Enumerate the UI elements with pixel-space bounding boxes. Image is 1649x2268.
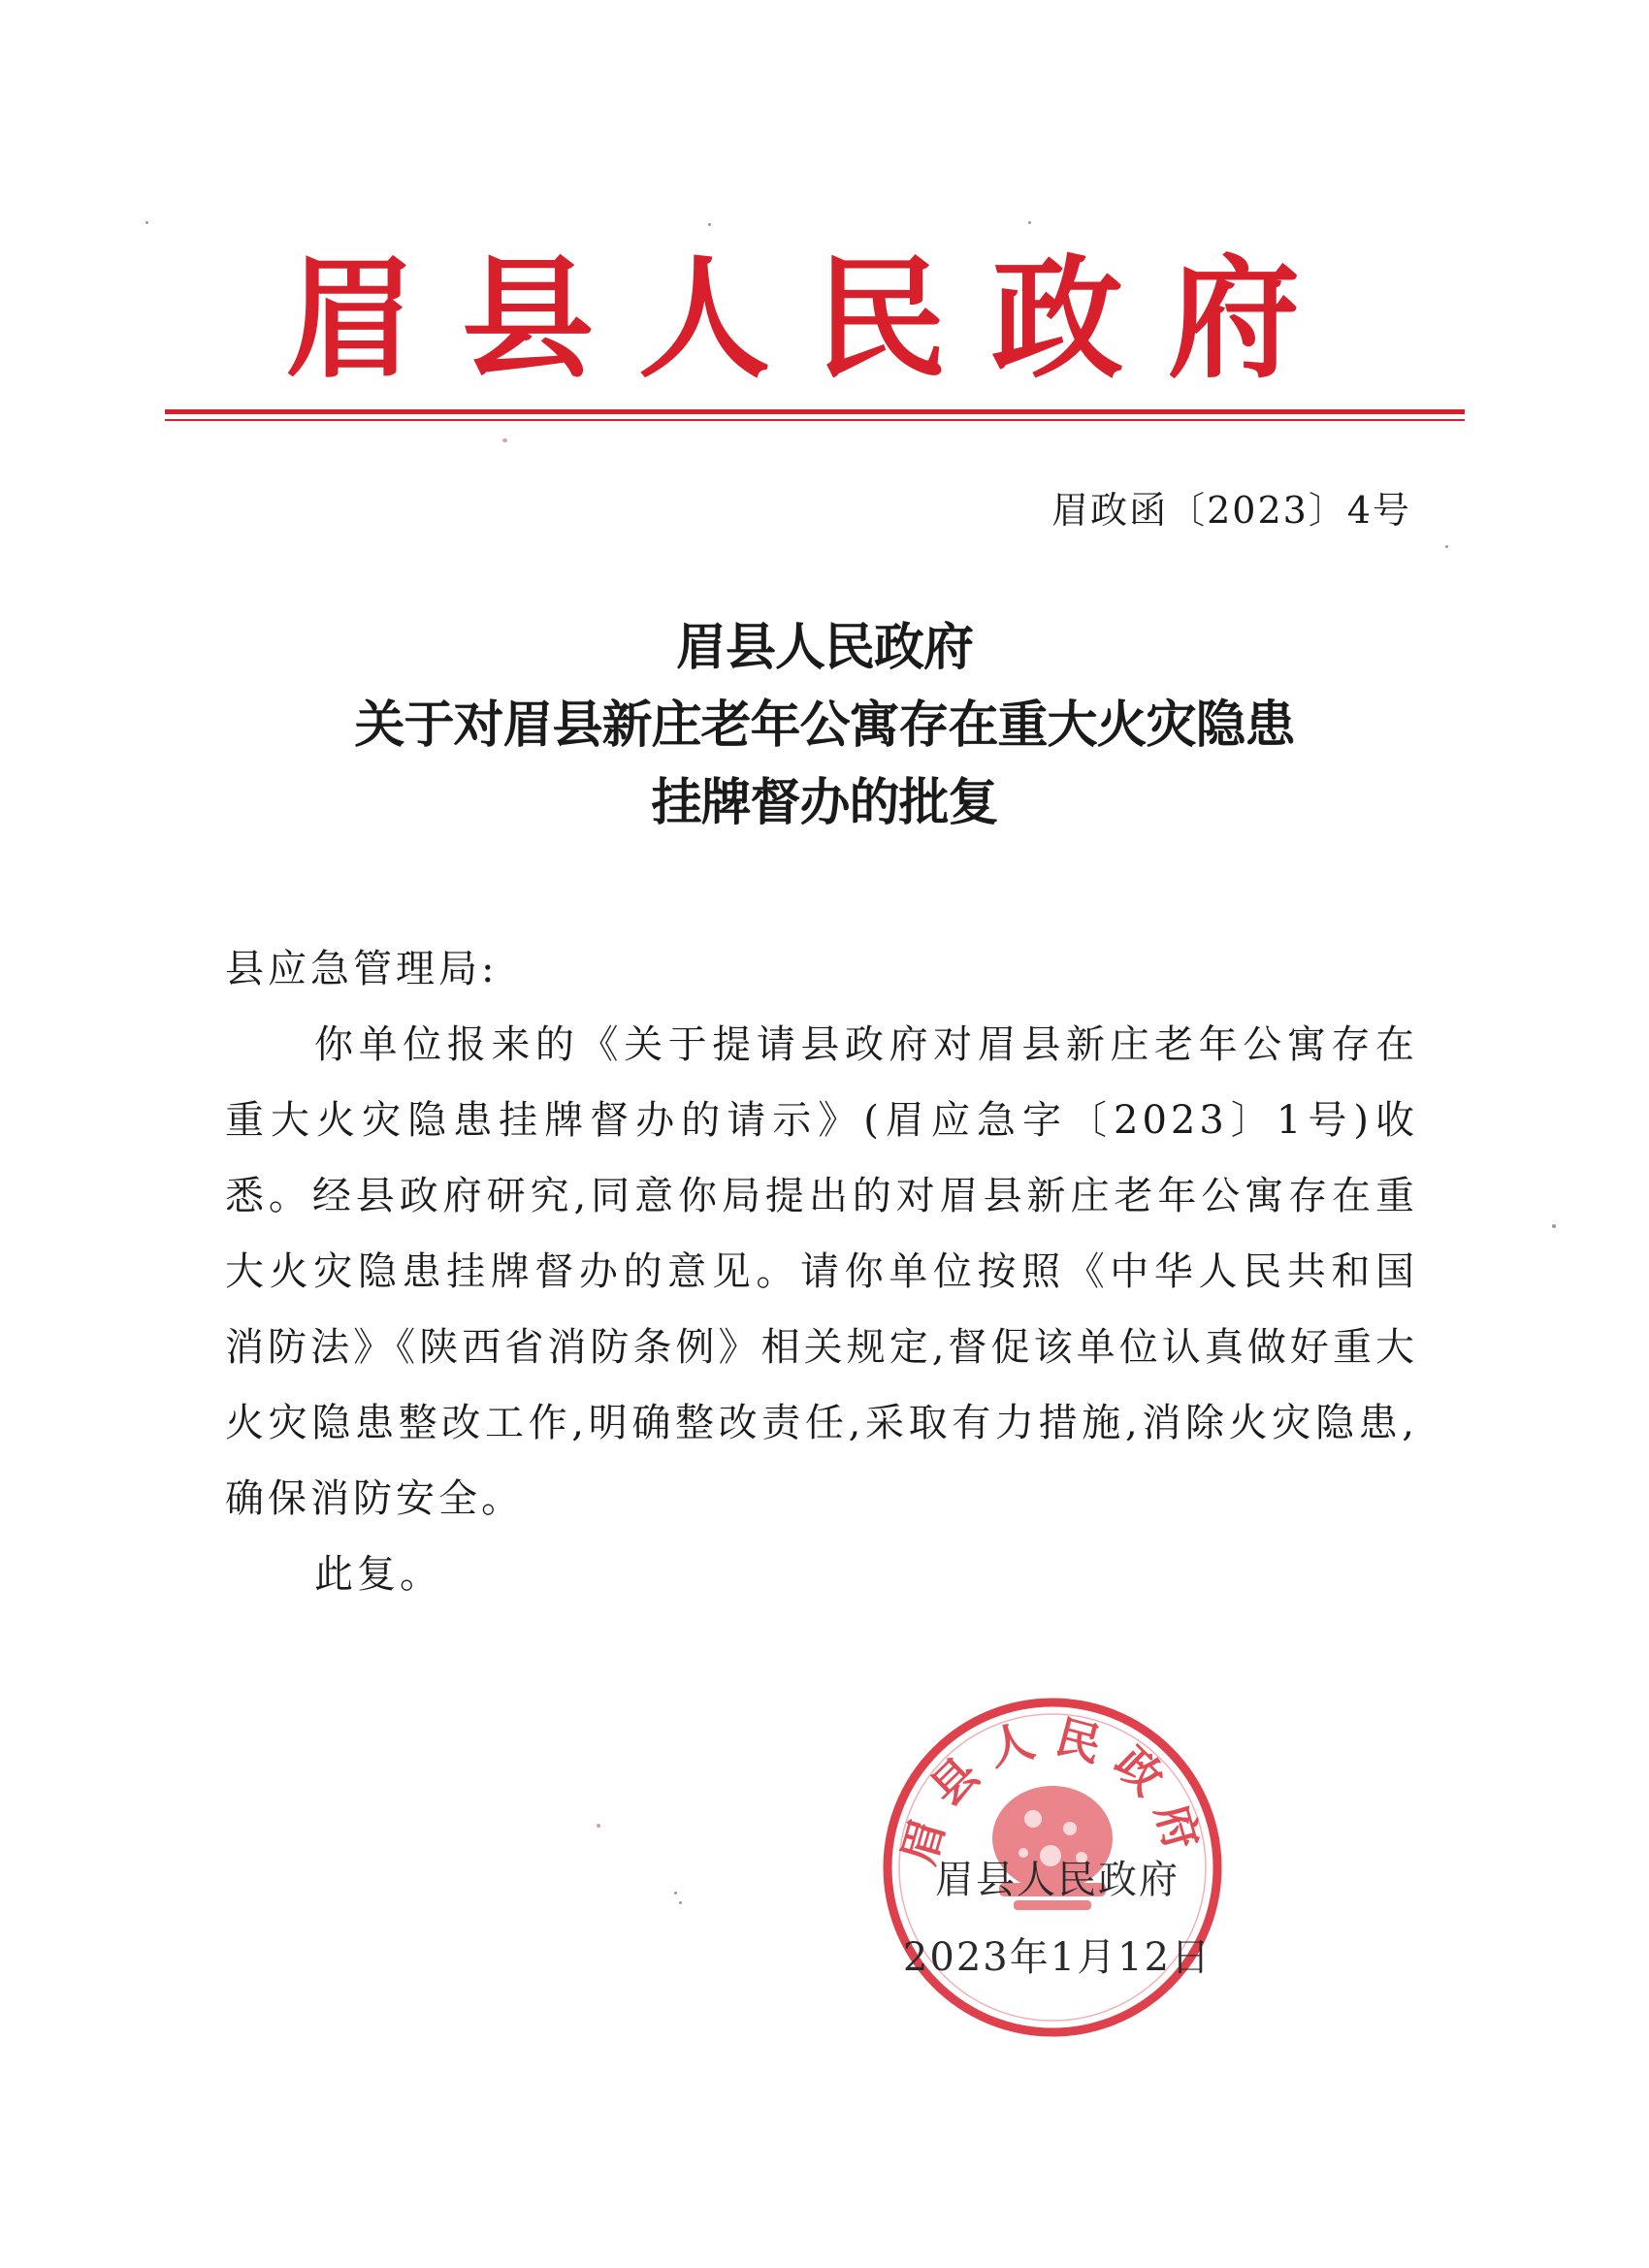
salutation: 县应急管理局: <box>225 947 499 991</box>
title-line-1: 眉县人民政府 <box>675 619 973 677</box>
signature-block <box>883 1841 1232 1996</box>
scan-speck <box>1028 221 1031 224</box>
scan-speck <box>502 438 507 442</box>
body-paragraph: 你单位报来的《关于提请县政府对眉县新庄老年公寓存在重大火灾隐患挂牌督办的请示》(眉应急字〔2023〕1号)收悉。经县政府研究,同意你局提出的对眉县新庄老年公寓存在重大火灾隐患挂牌督办的意见。请你单位按照《中华人民共和国消防法》《陕西省消防条例》相关规定,督促该单位认真做好重大火灾隐患整改工作,明确整改责任,采取有力措施,消除火灾隐患,确保消防安全。 <box>225 1022 1418 1521</box>
scan-speck <box>674 1892 677 1895</box>
title-line-2: 关于对眉县新庄老年公寓存在重大火灾隐患 <box>354 697 1295 755</box>
scan-speck <box>146 221 148 224</box>
seal-ring-text: 眉县人民政府 <box>891 1709 1213 1871</box>
scan-speck <box>1552 1224 1556 1228</box>
masthead-title: 眉县人民政府 <box>285 243 1344 397</box>
document-title <box>194 609 1455 842</box>
signature-issuer: 眉县人民政府 <box>935 1858 1180 1902</box>
scan-speck <box>1445 545 1448 548</box>
signature-date: 2023年1月12日 <box>902 1935 1212 1980</box>
scan-speck <box>679 1901 682 1904</box>
scan-speck <box>708 223 711 226</box>
closing-text: 此复。 <box>314 1552 442 1597</box>
red-rule-thin <box>165 419 1465 421</box>
document-body <box>225 931 1418 1612</box>
title-line-3: 挂牌督办的批复 <box>651 774 998 832</box>
red-rule-thick <box>165 409 1465 414</box>
scan-speck <box>597 1824 600 1828</box>
document-number: 眉政函〔2023〕4号 <box>1051 489 1411 532</box>
